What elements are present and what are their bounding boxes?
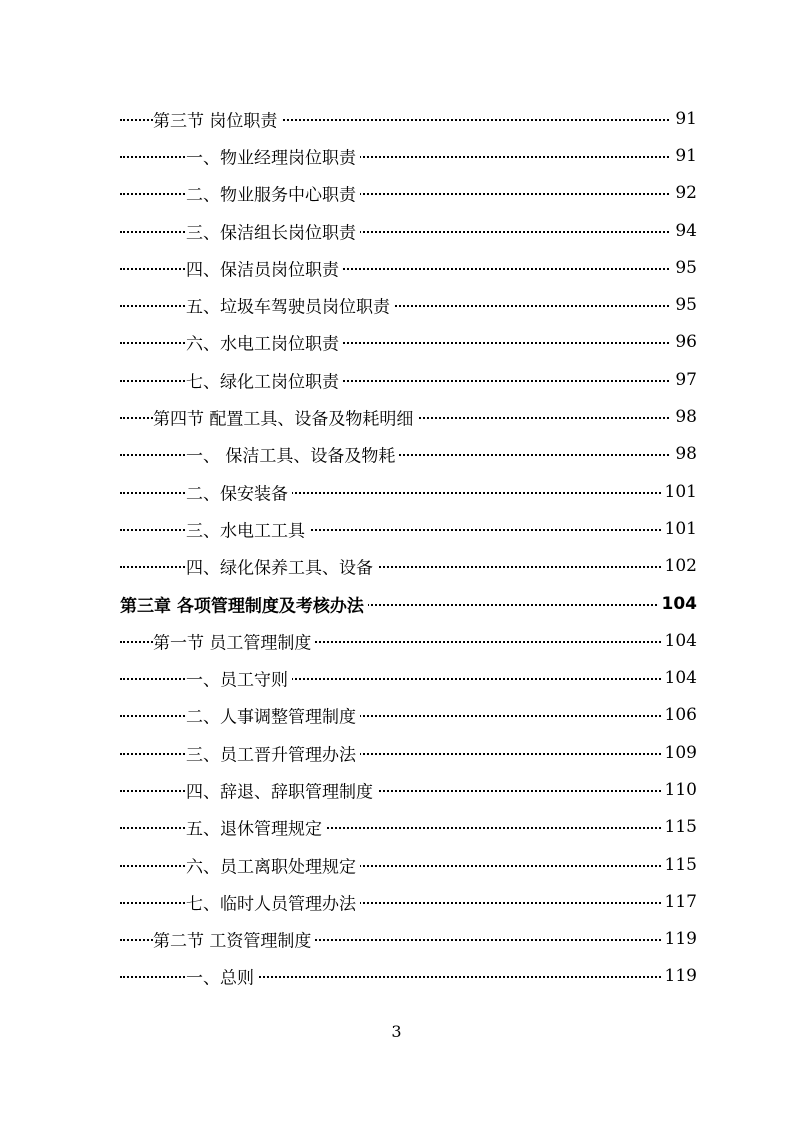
toc-entry-title: 六、员工离职处理规定 — [186, 852, 360, 877]
toc-entry-page: 96 — [671, 332, 697, 352]
toc-entry-title: 五、退休管理规定 — [186, 815, 326, 840]
toc-entry-title: 第一节 员工管理制度 — [153, 628, 315, 653]
toc-entry[interactable] — [0, 137, 793, 174]
toc-entry-title: 四、保洁员岗位职责 — [186, 255, 343, 280]
toc-entry-page: 119 — [661, 966, 697, 986]
toc-entry-page: 104 — [658, 594, 698, 614]
toc-entry[interactable] — [0, 324, 793, 361]
toc-entry-page: 104 — [661, 631, 697, 651]
toc-entry-page: 92 — [671, 183, 697, 203]
toc-entry[interactable] — [0, 697, 793, 734]
toc-entry-page: 95 — [671, 258, 697, 278]
toc-entry-page: 119 — [661, 929, 697, 949]
toc-entry[interactable] — [0, 622, 793, 659]
toc-entry-page: 101 — [661, 482, 697, 502]
toc-entry-title: 第三节 岗位职责 — [153, 106, 281, 131]
toc-entry-page: 101 — [661, 519, 697, 539]
toc-entry[interactable] — [0, 510, 793, 547]
toc-entry-title: 七、临时人员管理办法 — [186, 889, 360, 914]
table-of-contents — [0, 100, 793, 995]
toc-entry-title: 一、总则 — [186, 964, 258, 989]
toc-entry[interactable] — [0, 175, 793, 212]
toc-entry[interactable] — [0, 100, 793, 137]
toc-entry-title: 三、水电工工具 — [186, 516, 309, 541]
toc-entry-page: 102 — [661, 556, 697, 576]
toc-entry-title: 一、物业经理岗位职责 — [186, 143, 360, 168]
toc-entry[interactable] — [0, 548, 793, 585]
toc-entry-page: 91 — [671, 109, 697, 129]
toc-entry[interactable] — [0, 809, 793, 846]
toc-entry[interactable] — [0, 734, 793, 771]
toc-entry-title: 二、保安装备 — [186, 479, 292, 504]
toc-entry-title: 二、物业服务中心职责 — [186, 181, 360, 206]
toc-entry-title: 第三章 各项管理制度及考核办法 — [120, 591, 368, 616]
toc-entry-title: 三、员工晋升管理办法 — [186, 740, 360, 765]
toc-entry[interactable] — [0, 436, 793, 473]
toc-entry-page: 109 — [661, 743, 697, 763]
toc-entry-page: 98 — [671, 407, 697, 427]
toc-entry[interactable] — [0, 958, 793, 995]
toc-entry-title: 二、人事调整管理制度 — [186, 703, 360, 728]
toc-entry-page: 117 — [661, 892, 697, 912]
toc-entry[interactable] — [0, 473, 793, 510]
toc-entry[interactable] — [0, 659, 793, 696]
toc-entry-title: 六、水电工岗位职责 — [186, 330, 343, 355]
toc-entry-page: 115 — [661, 817, 697, 837]
toc-entry[interactable] — [0, 846, 793, 883]
toc-entry[interactable] — [0, 883, 793, 920]
toc-entry[interactable] — [0, 585, 793, 622]
toc-entry-page: 97 — [671, 370, 697, 390]
toc-entry-page: 106 — [661, 705, 697, 725]
toc-entry-title: 三、保洁组长岗位职责 — [186, 218, 360, 243]
toc-entry-page: 91 — [671, 146, 697, 166]
toc-entry-page: 98 — [671, 444, 697, 464]
toc-entry-title: 第二节 工资管理制度 — [153, 927, 315, 952]
toc-entry[interactable] — [0, 771, 793, 808]
toc-entry[interactable] — [0, 921, 793, 958]
toc-entry-title: 七、绿化工岗位职责 — [186, 367, 343, 392]
toc-entry[interactable] — [0, 249, 793, 286]
toc-entry-title: 四、绿化保养工具、设备 — [186, 554, 377, 579]
toc-entry-page: 115 — [661, 855, 697, 875]
toc-entry-page: 94 — [671, 221, 697, 241]
toc-entry-page: 110 — [661, 780, 697, 800]
toc-entry-title: 一、员工守则 — [186, 666, 292, 691]
toc-entry[interactable] — [0, 286, 793, 323]
toc-entry-title: 一、 保洁工具、设备及物耗 — [186, 442, 399, 467]
toc-entry[interactable] — [0, 212, 793, 249]
toc-entry[interactable] — [0, 361, 793, 398]
toc-entry-title: 四、辞退、辞职管理制度 — [186, 777, 377, 802]
toc-entry-title: 五、垃圾车驾驶员岗位职责 — [186, 293, 394, 318]
toc-entry-page: 104 — [661, 668, 697, 688]
page-number: 3 — [391, 1022, 402, 1041]
toc-entry-title: 第四节 配置工具、设备及物耗明细 — [153, 405, 417, 430]
toc-entry[interactable] — [0, 398, 793, 435]
toc-entry-page: 95 — [671, 295, 697, 315]
